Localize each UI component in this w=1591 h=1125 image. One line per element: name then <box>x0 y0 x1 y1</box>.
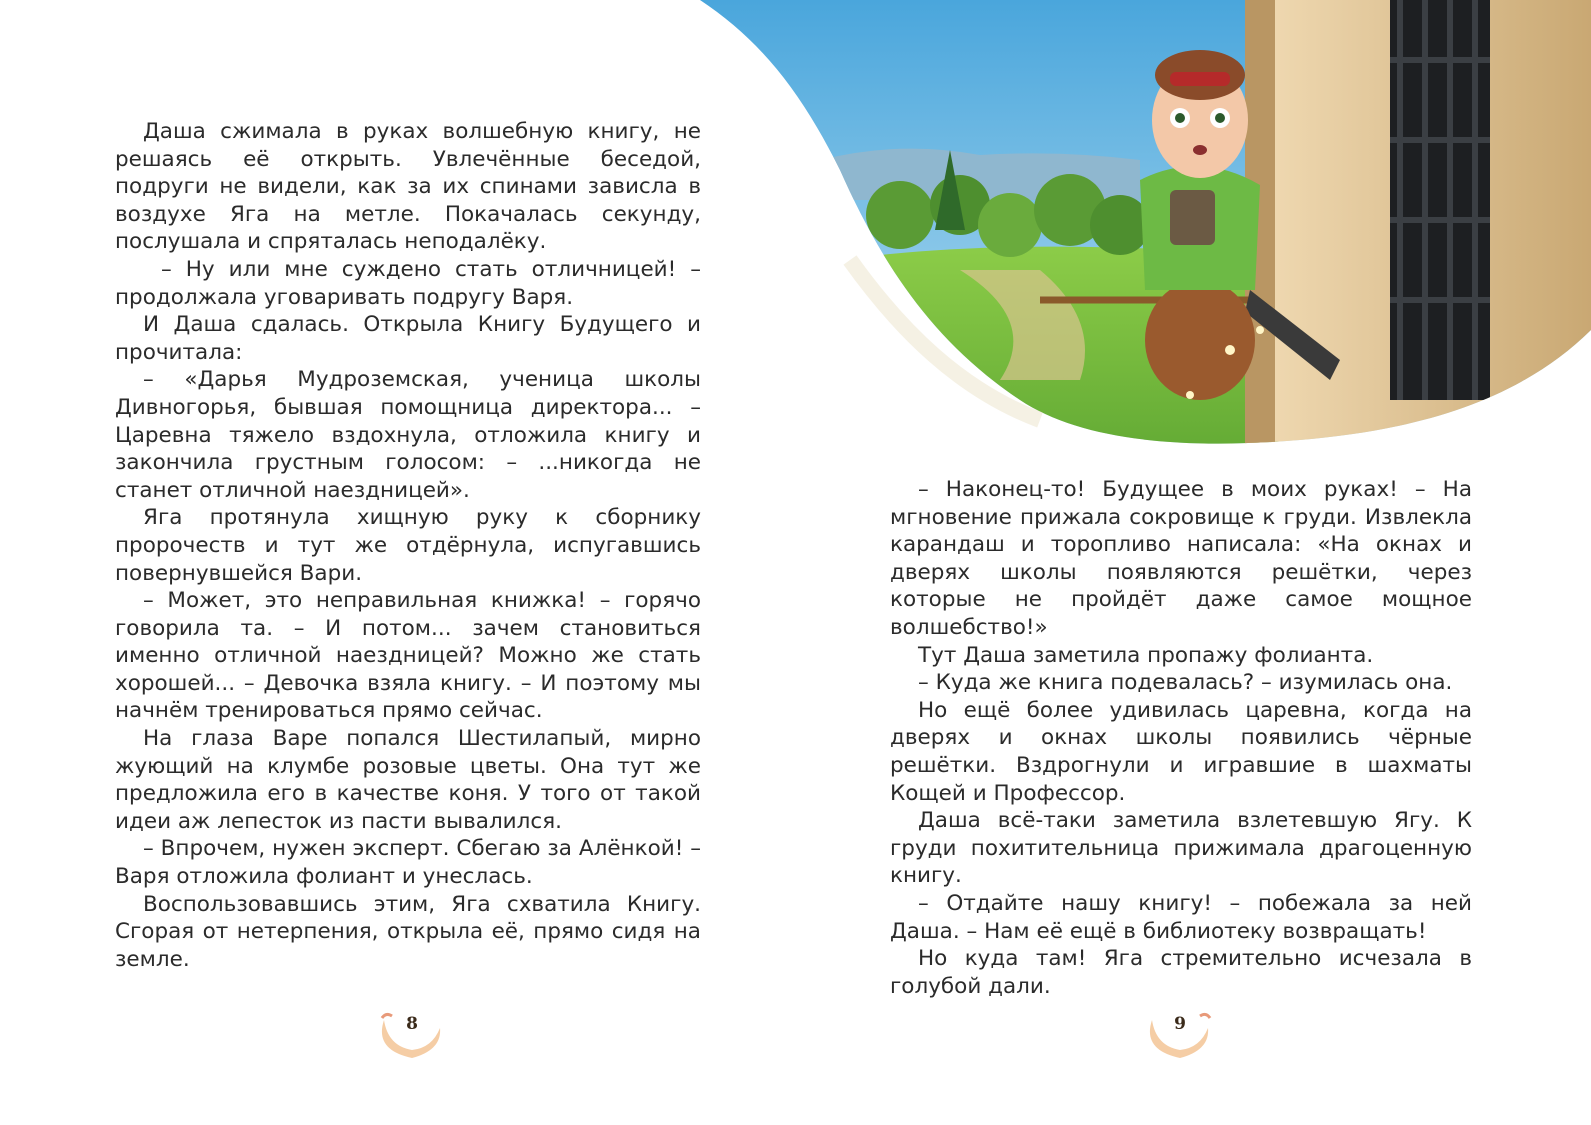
left-page-text <box>115 118 701 973</box>
paragraph: Тут Даша заметила пропажу фолианта. <box>918 642 1374 668</box>
paragraph: На глаза Варе попался Шестилапый, мирно жующий на клумбе розовые цветы. Она тут же предложила его в качестве коня. У того от такой идеи аж лепесток из пасти вывалился. <box>115 726 701 834</box>
page-number-right <box>1140 1000 1220 1070</box>
paragraph: – Может, это неправильная книжка! – горячо говорила та. – И потом... зачем становиться именно отличной наездницей? Можно же стать хорошей... – Девочка взяла книгу. – И поэтому мы начнём тренироваться прямо сейчас. <box>115 588 701 724</box>
page-number-ornament-icon <box>1140 1000 1220 1070</box>
paragraph: – Впрочем, нужен эксперт. Сбегаю за Алёнкой! – Варя отложила фолиант и унеслась. <box>115 836 701 890</box>
right-page-text <box>890 476 1472 1000</box>
paragraph: Но ещё более удивилась царевна, когда на дверях и окнах школы появились чёрные решётки. Вздрогнули и игравшие в шахматы Кощей и Профессор. <box>890 697 1472 806</box>
paragraph: – Наконец-то! Будущее в моих руках! – На мгновение прижала сокровище к груди. Извлекла карандаш и торопливо написала: «На окнах и дверях школы появляются решётки, через которые не пройдёт даже самое мощное волшебство!» <box>890 477 1472 640</box>
paragraph: – Куда же книга подевалась? – изумилась она. <box>918 670 1453 696</box>
paragraph: Яга протянула хищную руку к сборнику пророчеств и тут же отдёрнула, испугавшись повернувшейся Вари. <box>115 505 701 586</box>
left-page <box>0 0 795 1125</box>
paragraph: – «Дарья Мудроземская, ученица школы Дивногорья, бывшая помощница директора... – Царевна тяжело вздохнула, отложила книгу и закончила грустным голосом: – ...никогда не станет отличной наездницей». <box>115 367 701 503</box>
paragraph: – Отдайте нашу книгу! – побежала за ней Даша. – Нам её ещё в библиотеку возвращать! <box>890 890 1472 944</box>
paragraph: И Даша сдалась. Открыла Книгу Будущего и прочитала: <box>115 312 701 365</box>
paragraph: Даша всё-таки заметила взлетевшую Ягу. К груди похитительница прижимала драгоценную книгу. <box>890 808 1472 889</box>
paragraph: – Ну или мне суждено стать отличницей! – продолжала уговаривать подругу Варя. <box>115 256 701 310</box>
page-number-text: 8 <box>406 1014 418 1034</box>
page-number-left <box>372 1000 452 1070</box>
page-number-text: 9 <box>1174 1014 1186 1034</box>
page-number-ornament-icon <box>372 1000 452 1070</box>
paragraph: Даша сжимала в руках волшебную книгу, не решаясь её открыть. Увлечённые беседой, подруги не видели, как за их спинами зависла в воздухе Яга на метле. Покачалась секунду, послушала и спряталась неподалёку. <box>115 119 701 255</box>
paragraph: Воспользовавшись этим, Яга схватила Книгу. Сгорая от нетерпения, открыла её, прямо сидя на земле. <box>115 891 701 972</box>
paragraph: Но куда там! Яга стремительно исчезала в голубой дали. <box>890 946 1472 999</box>
